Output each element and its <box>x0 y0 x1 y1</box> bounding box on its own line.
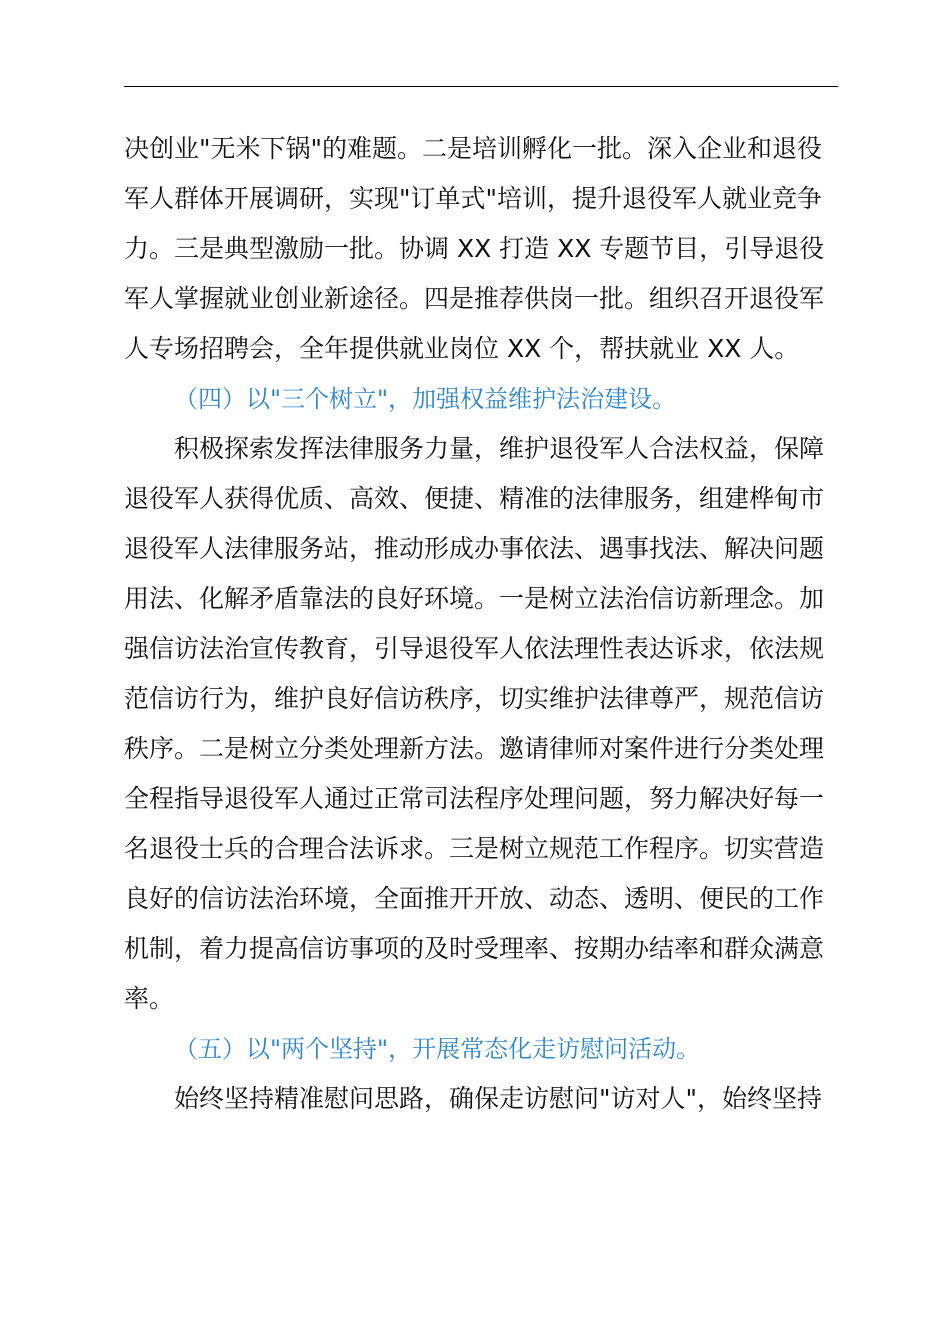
page-body <box>124 124 844 1124</box>
paragraph-3 <box>124 1074 844 1124</box>
paragraph-line: 范信访行为，维护良好信访秩序，切实维护法律尊严，规范信访 <box>124 684 825 713</box>
paragraph-line: 秩序。二是树立分类处理新方法。邀请律师对案件进行分类处理 <box>124 734 825 763</box>
paragraph-line: 率。 <box>124 984 175 1013</box>
paragraph-2 <box>124 424 844 1024</box>
section-heading-4: （四）以"三个树立"，加强权益维护法治建设。 <box>174 385 677 413</box>
paragraph-line: 积极探索发挥法律服务力量，维护退役军人合法权益，保障 <box>174 434 825 463</box>
paragraph-line: 决创业"无米下锅"的难题。二是培训孵化一批。深入企业和退役 <box>124 134 823 163</box>
paragraph-line: 机制，着力提高信访事项的及时受理率、按期办结率和群众满意 <box>124 934 825 963</box>
header-rule <box>124 86 838 87</box>
paragraph-line: 始终坚持精准慰问思路，确保走访慰问"访对人"，始终坚持 <box>174 1084 823 1113</box>
paragraph-line: 人专场招聘会，全年提供就业岗位 XX 个，帮扶就业 XX 人。 <box>124 334 800 363</box>
paragraph-line: 军人群体开展调研，实现"订单式"培训，提升退役军人就业竞争 <box>124 184 823 213</box>
paragraph-line: 良好的信访法治环境，全面推开开放、动态、透明、便民的工作 <box>124 884 825 913</box>
paragraph-line: 力。三是典型激励一批。协调 XX 打造 XX 专题节目，引导退役 <box>124 234 825 263</box>
paragraph-line: 退役军人法律服务站，推动形成办事依法、遇事找法、解决问题 <box>124 534 825 563</box>
paragraph-line: 名退役士兵的合理合法诉求。三是树立规范工作程序。切实营造 <box>124 834 825 863</box>
paragraph-line: 全程指导退役军人通过正常司法程序处理问题，努力解决好每一 <box>124 784 825 813</box>
paragraph-line: 用法、化解矛盾靠法的良好环境。一是树立法治信访新理念。加 <box>124 584 825 613</box>
paragraph-line: 强信访法治宣传教育，引导退役军人依法理性表达诉求，依法规 <box>124 634 825 663</box>
paragraph-1 <box>124 124 844 374</box>
paragraph-line: 退役军人获得优质、高效、便捷、精准的法律服务，组建桦甸市 <box>124 484 825 513</box>
section-heading-5: （五）以"两个坚持"，开展常态化走访慰问活动。 <box>174 1035 701 1063</box>
paragraph-line: 军人掌握就业创业新途径。四是推荐供岗一批。组织召开退役军 <box>124 284 825 313</box>
